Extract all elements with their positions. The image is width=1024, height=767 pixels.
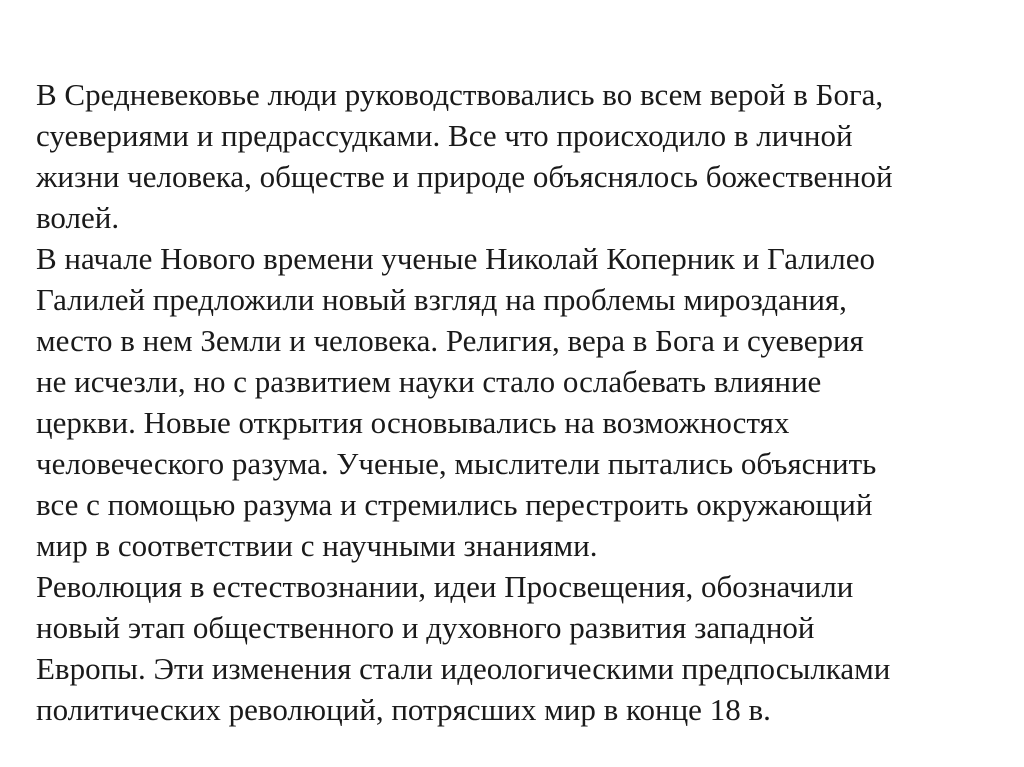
text-line-8: не исчезли, но с развитием науки стало ослабевать влияние xyxy=(36,364,822,399)
slide-body-text xyxy=(36,74,996,730)
text-line-10: человеческого разума. Ученые, мыслители пытались объяснить xyxy=(36,446,877,481)
text-line-11: все с помощью разума и стремились перестроить окружающий xyxy=(36,487,873,522)
text-line-13: Революция в естествознании, идеи Просвещения, обозначили xyxy=(36,569,854,604)
text-line-1: В Средневековье люди руководствовались во всем верой в Бога, xyxy=(36,77,884,112)
text-line-12: мир в соответствии с научными знаниями. xyxy=(36,528,598,563)
text-line-14: новый этап общественного и духовного развития западной xyxy=(36,610,815,645)
text-line-5: В начале Нового времени ученые Николай Коперник и Галилео xyxy=(36,241,876,276)
text-line-9: церкви. Новые открытия основывались на возможностях xyxy=(36,405,790,440)
text-line-7: место в нем Земли и человека. Религия, вера в Бога и суеверия xyxy=(36,323,864,358)
text-line-3: жизни человека, обществе и природе объяснялось божественной xyxy=(36,159,893,194)
text-line-16: политических революций, потрясших мир в конце 18 в. xyxy=(36,692,771,727)
text-line-6: Галилей предложили новый взгляд на проблемы мироздания, xyxy=(36,282,847,317)
text-line-4: волей. xyxy=(36,200,120,235)
text-line-2: суевериями и предрассудками. Все что происходило в личной xyxy=(36,118,853,153)
text-line-15: Европы. Эти изменения стали идеологическими предпосылками xyxy=(36,651,891,686)
